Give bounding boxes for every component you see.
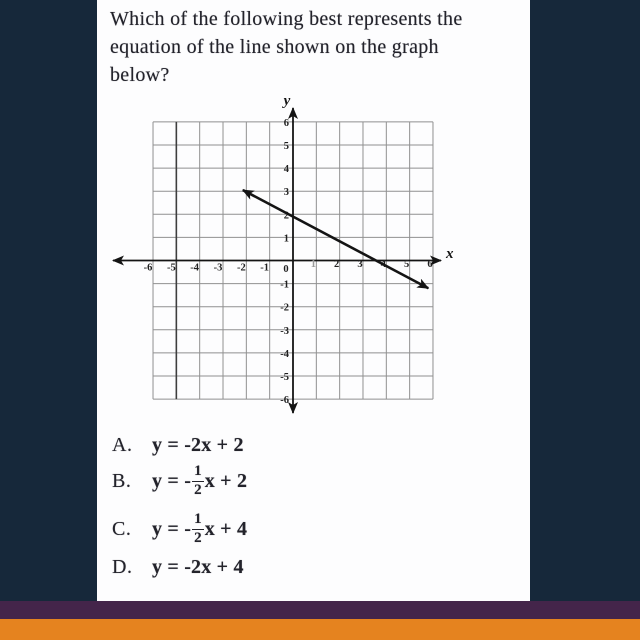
svg-text:0: 0 [283, 264, 289, 275]
choice-d[interactable] [112, 554, 244, 580]
svg-text:-3: -3 [280, 325, 289, 337]
svg-text:1: 1 [283, 233, 289, 245]
fraction: $\frac{1}{2}$ [194, 510, 202, 546]
question-text [110, 5, 522, 89]
svg-text:-4: -4 [280, 348, 289, 360]
choice-a[interactable] [112, 432, 244, 458]
svg-text:5: 5 [283, 141, 289, 152]
coordinate-grid [97, 85, 530, 425]
svg-text:3: 3 [357, 259, 363, 270]
svg-text:6: 6 [283, 117, 289, 129]
svg-text:-5: -5 [166, 262, 176, 274]
svg-text:6: 6 [427, 259, 433, 270]
svg-text:4: 4 [283, 164, 289, 176]
choice-b[interactable] [112, 458, 247, 504]
svg-text:y: y [283, 93, 291, 109]
choice-equation: y = - $\frac{1}{2}$ x + 2 [152, 462, 248, 498]
svg-text:1: 1 [310, 259, 316, 270]
svg-text:-3: -3 [213, 262, 223, 274]
choice-equation: y = -2x + 4 [152, 555, 244, 578]
svg-text:-6: -6 [280, 395, 289, 407]
fraction: $\frac{1}{2}$ [194, 462, 202, 498]
choice-c[interactable] [112, 506, 247, 552]
svg-text:2: 2 [283, 210, 289, 222]
question-line: Which of the following best represents the [110, 8, 463, 30]
svg-text:-2: -2 [236, 262, 246, 274]
choice-letter: B. [112, 469, 132, 492]
svg-text:-6: -6 [143, 262, 153, 274]
choice-equation: y = - $\frac{1}{2}$ x + 4 [152, 510, 248, 546]
question-line: below? [110, 64, 170, 86]
svg-text:x: x [446, 246, 454, 262]
choice-letter: C. [112, 517, 132, 540]
bottom-orange-bar [0, 619, 640, 640]
svg-text:-1: -1 [280, 279, 289, 291]
plotted-line [243, 190, 428, 288]
choice-equation: y = -2x + 2 [152, 433, 244, 456]
question-line: equation of the line shown on the graph [110, 36, 439, 58]
choice-letter: A. [112, 433, 133, 456]
svg-text:2: 2 [334, 259, 340, 270]
bottom-purple-bar [0, 601, 640, 619]
svg-text:-4: -4 [190, 262, 200, 274]
svg-text:-1: -1 [260, 262, 270, 274]
svg-text:-2: -2 [280, 302, 289, 314]
svg-text:5: 5 [404, 259, 410, 270]
svg-text:3: 3 [283, 187, 289, 199]
svg-text:-5: -5 [280, 372, 289, 383]
question-card [97, 0, 530, 601]
line-graph [97, 85, 530, 425]
choice-letter: D. [112, 555, 133, 578]
